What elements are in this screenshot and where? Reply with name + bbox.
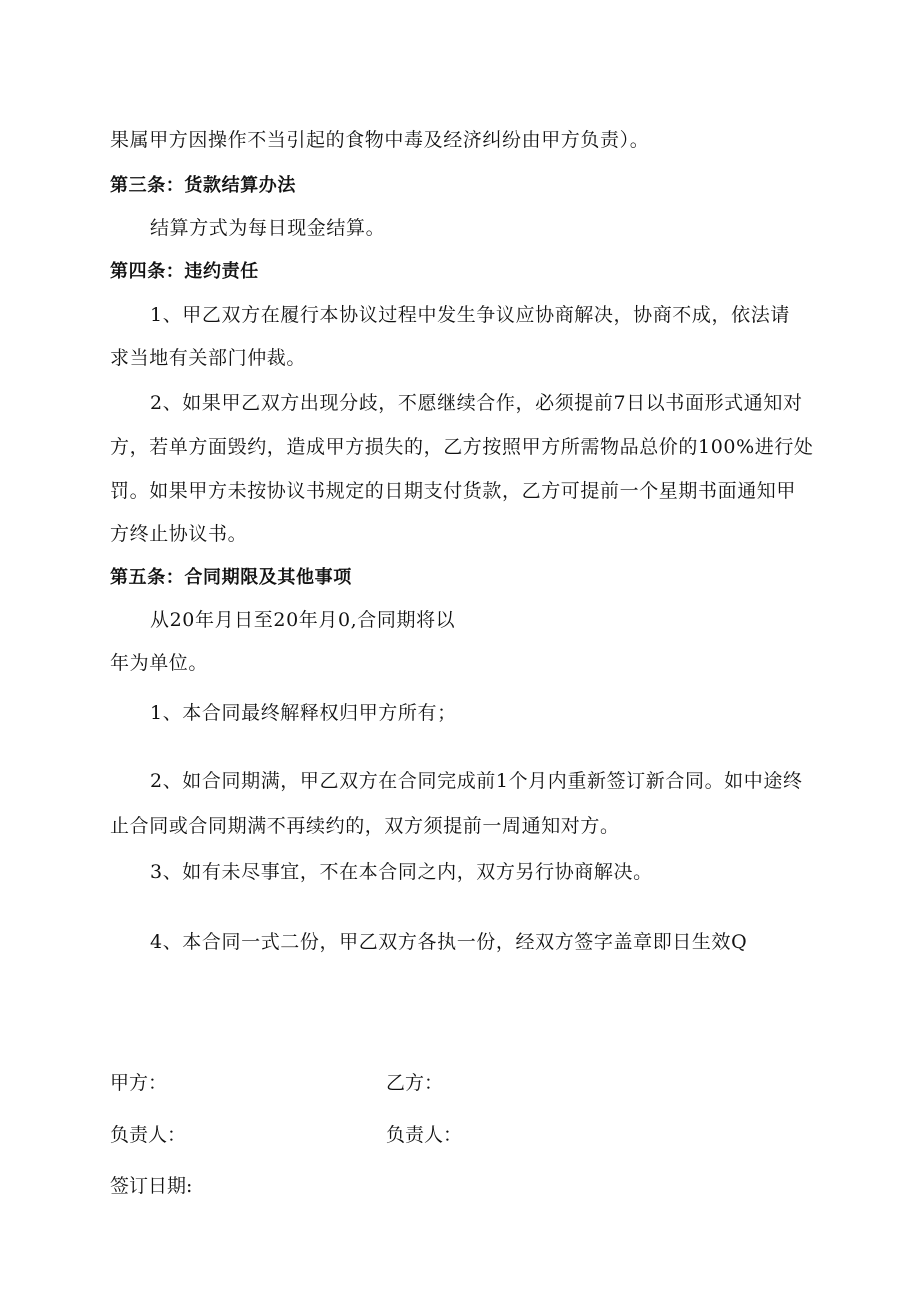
clause-2-line-2: 方，若单方面毁约，造成甲方损失的，乙方按照甲方所需物品总价的100%进行处: [110, 436, 814, 458]
term-line-2: 年为单位。: [110, 652, 209, 674]
term-item-2-line-2: 止合同或合同期满不再续约的，双方须提前一周通知对方。: [110, 815, 620, 837]
clause-2-line-1: 2、如果甲乙双方出现分歧，不愿继续合作，必须提前7日以书面形式通知对: [150, 392, 803, 414]
section-heading-payment: 第三条：货款结算办法: [110, 175, 296, 196]
paragraph-line-food-safety: 果属甲方因操作不当引起的食物中毒及经济纠纷由甲方负责）。: [110, 129, 650, 151]
signing-date-label: 签订日期:: [110, 1175, 193, 1197]
party-b-label: 乙方：: [386, 1072, 444, 1094]
party-a-person-label: 负责人：: [110, 1124, 187, 1146]
term-item-1: 1、本合同最终解释权归甲方所有；: [150, 702, 457, 724]
term-item-3: 3、如有未尽事宜，不在本合同之内，双方另行协商解决。: [150, 861, 653, 883]
clause-2-line-4: 方终止协议书。: [110, 523, 248, 545]
party-b-person-label: 负责人：: [386, 1124, 463, 1146]
clause-1-line-2: 求当地有关部门仲裁。: [110, 347, 307, 369]
clause-1-line-1: 1、甲乙双方在履行本协议过程中发生争议应协商解决，协商不成，依法请: [150, 304, 790, 326]
section-heading-term: 第五条：合同期限及其他事项: [110, 567, 352, 588]
term-item-4: 4、本合同一式二份，甲乙双方各执一份，经双方签字盖章即日生效Q: [150, 931, 748, 953]
paragraph-line-payment-method: 结算方式为每日现金结算。: [150, 217, 386, 239]
section-heading-liability: 第四条：违约责任: [110, 261, 259, 282]
clause-2-line-3: 罚。如果甲方未按协议书规定的日期支付货款，乙方可提前一个星期书面通知甲: [110, 480, 797, 502]
party-a-label: 甲方：: [110, 1072, 168, 1094]
term-line-1: 从20年月日至20年月0,合同期将以: [150, 609, 456, 631]
term-item-2-line-1: 2、如合同期满，甲乙双方在合同完成前1个月内重新签订新合同。如中途终: [150, 770, 803, 792]
